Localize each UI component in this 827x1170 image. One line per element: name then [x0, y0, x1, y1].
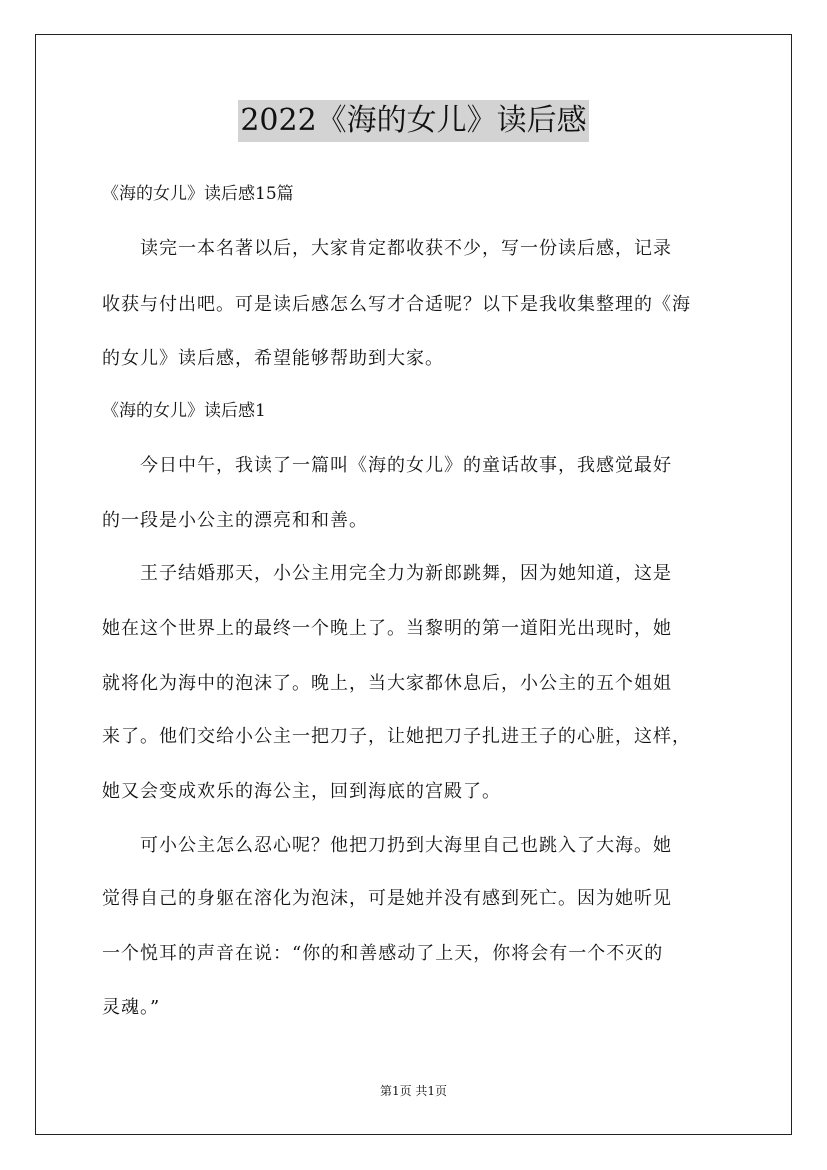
paragraph-line: 她又会变成欢乐的海公主，回到海底的宫殿了。: [102, 781, 501, 802]
intro-line: 的女儿》读后感，希望能够帮助到大家。: [102, 348, 444, 369]
paragraph-line: 王子结婚那天，小公主用完全力为新郎跳舞，因为她知道，这是: [140, 563, 672, 584]
intro-line: 读完一本名著以后，大家肯定都收获不少，写一份读后感，记录: [140, 238, 672, 259]
intro-line: 收获与付出吧。可是读后感怎么写才合适呢？以下是我收集整理的《海: [102, 294, 691, 315]
paragraph-line: 今日中午，我读了一篇叫《海的女儿》的童话故事，我感觉最好: [140, 455, 672, 476]
title-wrap: [0, 100, 827, 142]
paragraph-line: 觉得自己的身躯在溶化为泡沫，可是她并没有感到死亡。因为她听见: [102, 888, 672, 909]
paragraph-line: 一个悦耳的声音在说：“你的和善感动了上天，你将会有一个不灭的: [102, 943, 664, 964]
paragraph-line: 的一段是小公主的漂亮和和善。: [102, 510, 368, 531]
paragraph-line: 可小公主怎么忍心呢？他把刀扔到大海里自己也跳入了大海。她: [140, 835, 672, 856]
paragraph-line: 灵魂。”: [102, 997, 161, 1018]
page-footer: 第1页 共1页: [379, 1084, 448, 1098]
section-heading: 《海的女儿》读后感1: [102, 401, 266, 421]
paragraph-line: 来了。他们交给小公主一把刀子，让她把刀子扎进王子的心脏，这样，: [102, 726, 691, 747]
paragraph-line: 就将化为海中的泡沫了。晚上，当大家都休息后，小公主的五个姐姐: [102, 673, 672, 694]
document-title: 2022《海的女儿》读后感: [238, 100, 588, 142]
document-subtitle: 《海的女儿》读后感15篇: [102, 184, 294, 204]
paragraph-line: 她在这个世界上的最终一个晚上了。当黎明的第一道阳光出现时，她: [102, 618, 672, 639]
